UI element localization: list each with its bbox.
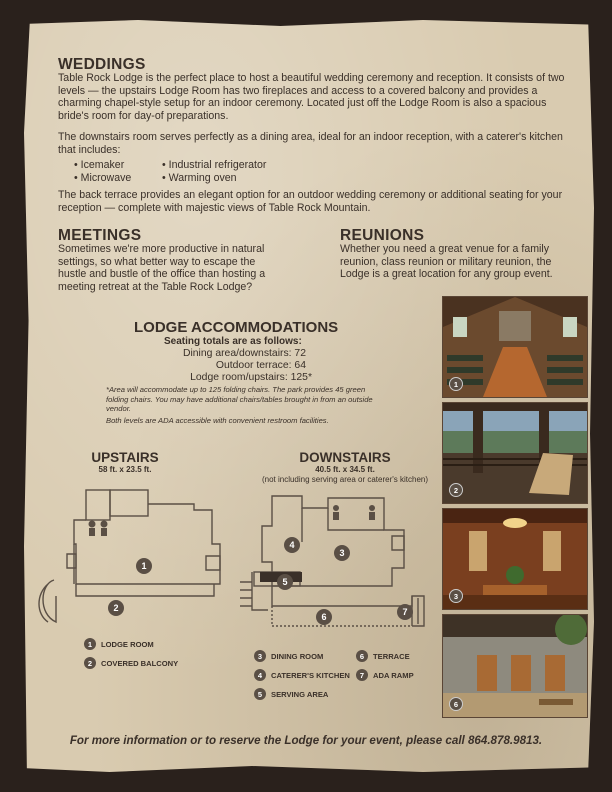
legend-item — [84, 638, 154, 650]
chairs-note: *Area will accommodate up to 125 folding chairs. The park provides 45 green folding chairs. You may have additional chairs/tables brought in from an outside vendor. — [106, 385, 373, 414]
legend-label: DINING ROOM — [271, 651, 324, 661]
map-marker-label: 2 — [113, 603, 119, 613]
restroom-icon — [101, 521, 108, 528]
legend-item — [254, 650, 323, 662]
legend-marker: 3 — [254, 650, 266, 662]
legend-marker: 7 — [356, 669, 368, 681]
legend-label: TERRACE — [373, 651, 410, 661]
restroom-icon — [89, 521, 96, 528]
legend-label: LODGE ROOM — [101, 639, 154, 649]
legend-label: COVERED BALCONY — [101, 658, 179, 668]
meetings-text: Sometimes we're more productive in natural settings, so what better way to escape the hustle and bustle of the office than hosting a meeting retreat at the Table Rock Lodge? — [58, 243, 266, 293]
legend-marker: 5 — [254, 688, 266, 700]
photo-number: 3 — [449, 589, 463, 603]
map-marker-label: 4 — [289, 540, 295, 550]
downstairs-dimensions: 40.5 ft. x 34.5 ft. — [315, 465, 375, 474]
dining-room-image — [443, 509, 587, 609]
photo-terrace — [442, 614, 588, 718]
legend-item — [84, 657, 178, 669]
legend-marker: 2 — [84, 657, 96, 669]
accommodations-title: LODGE ACCOMMODATIONS — [134, 319, 339, 336]
map-marker-label: 6 — [321, 612, 327, 622]
ada-note: Both levels are ADA accessible with convenient restroom facilities. — [106, 416, 329, 425]
photo-number: 6 — [449, 697, 463, 711]
weddings-title: WEDDINGS — [58, 56, 146, 73]
legend-label: SERVING AREA — [271, 689, 329, 699]
lodge-room-image — [443, 297, 587, 397]
legend-item — [356, 650, 410, 662]
list-item: • Microwave — [74, 172, 131, 185]
seating-row: Outdoor terrace: 64 — [215, 360, 306, 371]
plan-wall — [86, 490, 110, 520]
upstairs-dimensions: 58 ft. x 23.5 ft. — [98, 465, 152, 474]
restroom-icon — [89, 528, 95, 536]
list-item: • Industrial refrigerator — [162, 159, 266, 172]
footer-contact: For more information or to reserve the Lodge for your event, please call 864.878.9813. — [69, 734, 543, 747]
accommodations-subtitle: Seating totals are as follows: — [164, 336, 302, 347]
restroom-icon — [369, 505, 375, 511]
map-marker-label: 1 — [141, 561, 147, 571]
seating-row: Dining area/downstairs: 72 — [182, 348, 306, 359]
legend-label: ADA RAMP — [373, 670, 414, 680]
weddings-paragraph-1: Table Rock Lodge is the perfect place to host a beautiful wedding ceremony and reception. It consists of two levels — the upstairs Lodge Room has two fireplaces and access to a covered balcony and provides a charming chapel-style setup for an indoor ceremony. Located just off the Lodge Room is also a spacious bride's room for day-of preparations. — [58, 72, 565, 122]
legend-label: CATERER'S KITCHEN — [271, 670, 350, 680]
plan-wall — [76, 584, 214, 596]
map-marker-label: 7 — [402, 607, 408, 617]
legend-marker: 4 — [254, 669, 266, 681]
list-item: • Icemaker — [74, 159, 131, 172]
legend-marker: 6 — [356, 650, 368, 662]
reunions-text: Whether you need a great venue for a family reunion, class reunion or military reunion, the Lodge is a great location for any group event. — [340, 243, 553, 281]
restroom-icon — [101, 528, 107, 536]
legend-item — [356, 669, 414, 681]
restroom-icon — [333, 512, 339, 520]
plan-wall — [76, 520, 86, 544]
weddings-paragraph-2: The downstairs room serves perfectly as a dining area, ideal for an indoor reception, with a caterer's kitchen that includes: — [58, 131, 563, 156]
photo-dining-room — [442, 508, 588, 610]
restroom-icon — [369, 512, 375, 520]
map-marker-label: 5 — [282, 577, 288, 587]
downstairs-dimensions-note: (not including serving area or caterer's kitchen) — [261, 475, 429, 484]
meetings-title: MEETINGS — [58, 227, 142, 244]
photo-number: 1 — [449, 377, 463, 391]
downstairs-floorplan — [232, 486, 432, 646]
photo-lodge-room — [442, 296, 588, 398]
upstairs-title: UPSTAIRS — [91, 450, 159, 465]
map-marker-label: 3 — [339, 548, 345, 558]
terrace-image — [443, 615, 587, 717]
legend-item — [254, 669, 350, 681]
plan-wall — [206, 556, 220, 570]
upstairs-floorplan — [34, 484, 240, 634]
plan-wall — [272, 606, 412, 626]
downstairs-title: DOWNSTAIRS — [299, 450, 391, 465]
reunions-title: REUNIONS — [340, 227, 425, 244]
legend-item — [254, 688, 328, 700]
weddings-paragraph-3: The back terrace provides an elegant option for an outdoor wedding ceremony or additional seating for your reception — complete with majestic views of Table Rock Mountain. — [58, 189, 563, 214]
restroom-icon — [333, 505, 339, 511]
list-item: • Warming oven — [162, 172, 266, 185]
plan-stairs — [240, 582, 252, 606]
plan-wall — [110, 490, 148, 516]
photo-balcony — [442, 402, 588, 504]
seating-row: Lodge room/upstairs: 125* — [190, 372, 312, 383]
balcony-image — [443, 403, 587, 503]
plan-wall — [392, 536, 404, 550]
photo-number: 2 — [449, 483, 463, 497]
kitchen-list-right — [162, 159, 266, 184]
legend-marker: 1 — [84, 638, 96, 650]
kitchen-list-left — [74, 159, 131, 184]
